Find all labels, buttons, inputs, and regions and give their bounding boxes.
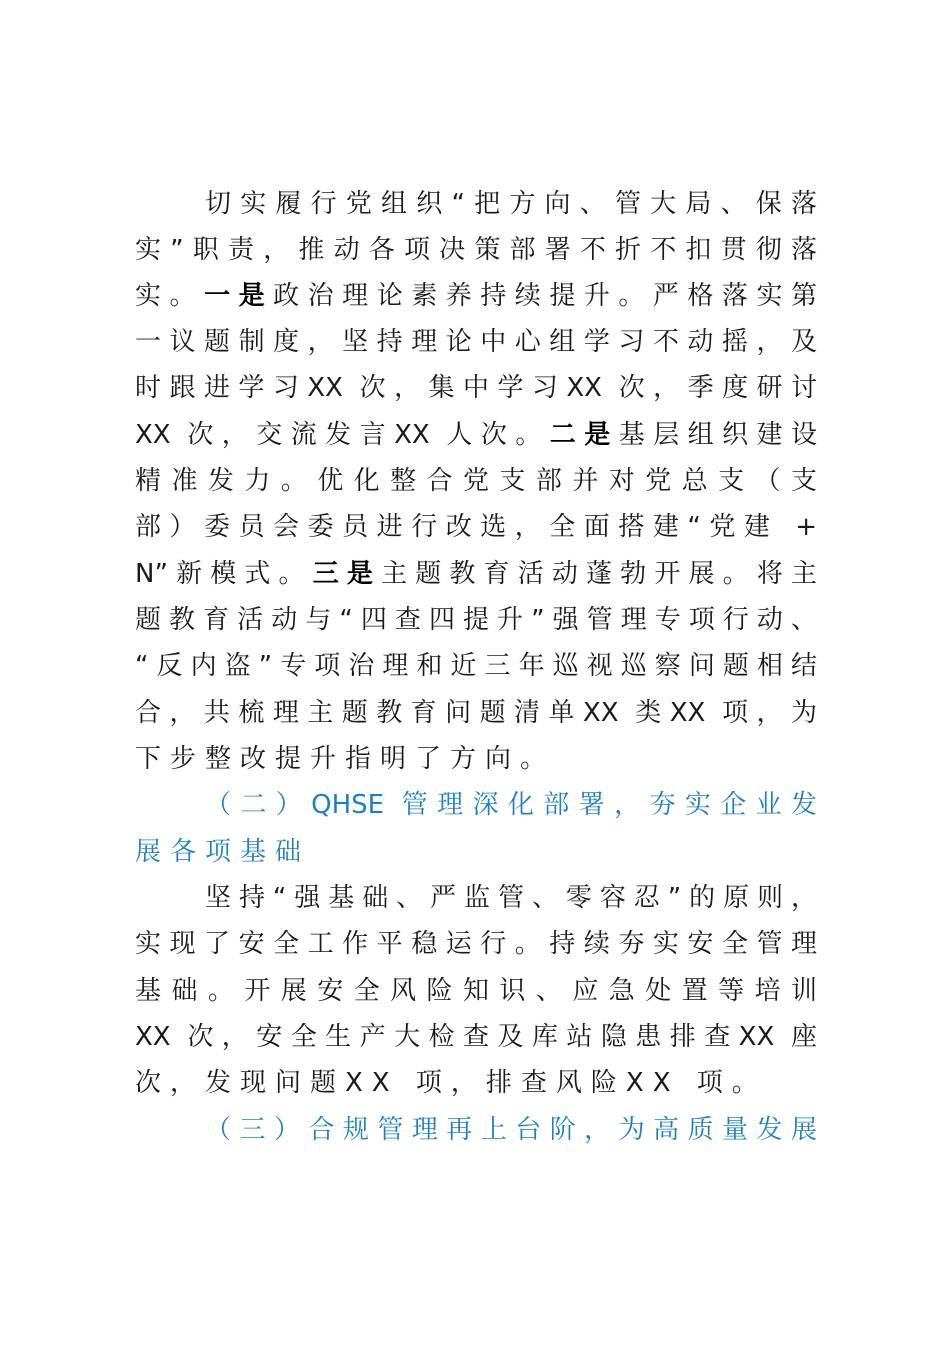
paragraph-line: 合，共梳理主题教育问题清单XX 类XX 项，为 <box>135 698 817 728</box>
text-run: 政治理论素养持续提升。严格落实第 <box>273 281 817 311</box>
text-run: XX 次，交流发言XX 人次。 <box>135 420 550 450</box>
paragraph-line: 精准发力。优化整合党支部并对党总支（支 <box>135 466 817 496</box>
bold-keyword: 二是 <box>549 420 619 450</box>
paragraph-line: 题教育活动与“四查四提升”强管理专项行动、 <box>135 605 817 635</box>
paragraph-line <box>135 276 817 316</box>
paragraph-line: 次，发现问题XX 项，排查风险XX 项。 <box>135 1068 767 1098</box>
text-run: 主题教育活动蓬勃开展。将主 <box>381 559 817 589</box>
paragraph-line: 部）委员会委员进行改选，全面搭建“党建 + <box>135 512 817 542</box>
paragraph-line: 一议题制度，坚持理论中心组学习不动摇，及 <box>135 327 817 357</box>
paragraph-line: 切实履行党组织“把方向、管大局、保落 <box>205 189 817 219</box>
paragraph-line: 实”职责，推动各项决策部署不折不扣贯彻落 <box>135 235 817 265</box>
text-run: N”新模式。 <box>135 559 313 589</box>
paragraph-line: 下步整改提升指明了方向。 <box>135 744 556 774</box>
paragraph-line: XX 次，安全生产大检查及库站隐患排查XX 座 <box>135 1022 817 1052</box>
bold-keyword: 三是 <box>312 559 382 589</box>
paragraph-line: 实现了安全工作平稳运行。持续夯实安全管理 <box>135 929 817 959</box>
text-run: 基层组织建设 <box>618 420 817 450</box>
paragraph-line: 时跟进学习XX 次，集中学习XX 次，季度研讨 <box>135 373 817 403</box>
bold-keyword: 一是 <box>204 281 274 311</box>
paragraph-line <box>135 415 817 455</box>
paragraph-line: 坚持“强基础、严监管、零容忍”的原则， <box>205 883 817 913</box>
paragraph-line <box>135 554 817 594</box>
section-heading: （三）合规管理再上台阶，为高质量发展 <box>205 1115 817 1145</box>
paragraph-line: 基础。开展安全风险知识、应急处置等培训 <box>135 976 817 1006</box>
text-run: 实。 <box>135 281 205 311</box>
section-heading: （二）QHSE 管理深化部署，夯实企业发 <box>205 790 817 820</box>
paragraph-line: “反内盗”专项治理和近三年巡视巡察问题相结 <box>135 651 817 681</box>
section-heading: 展各项基础 <box>135 837 311 867</box>
